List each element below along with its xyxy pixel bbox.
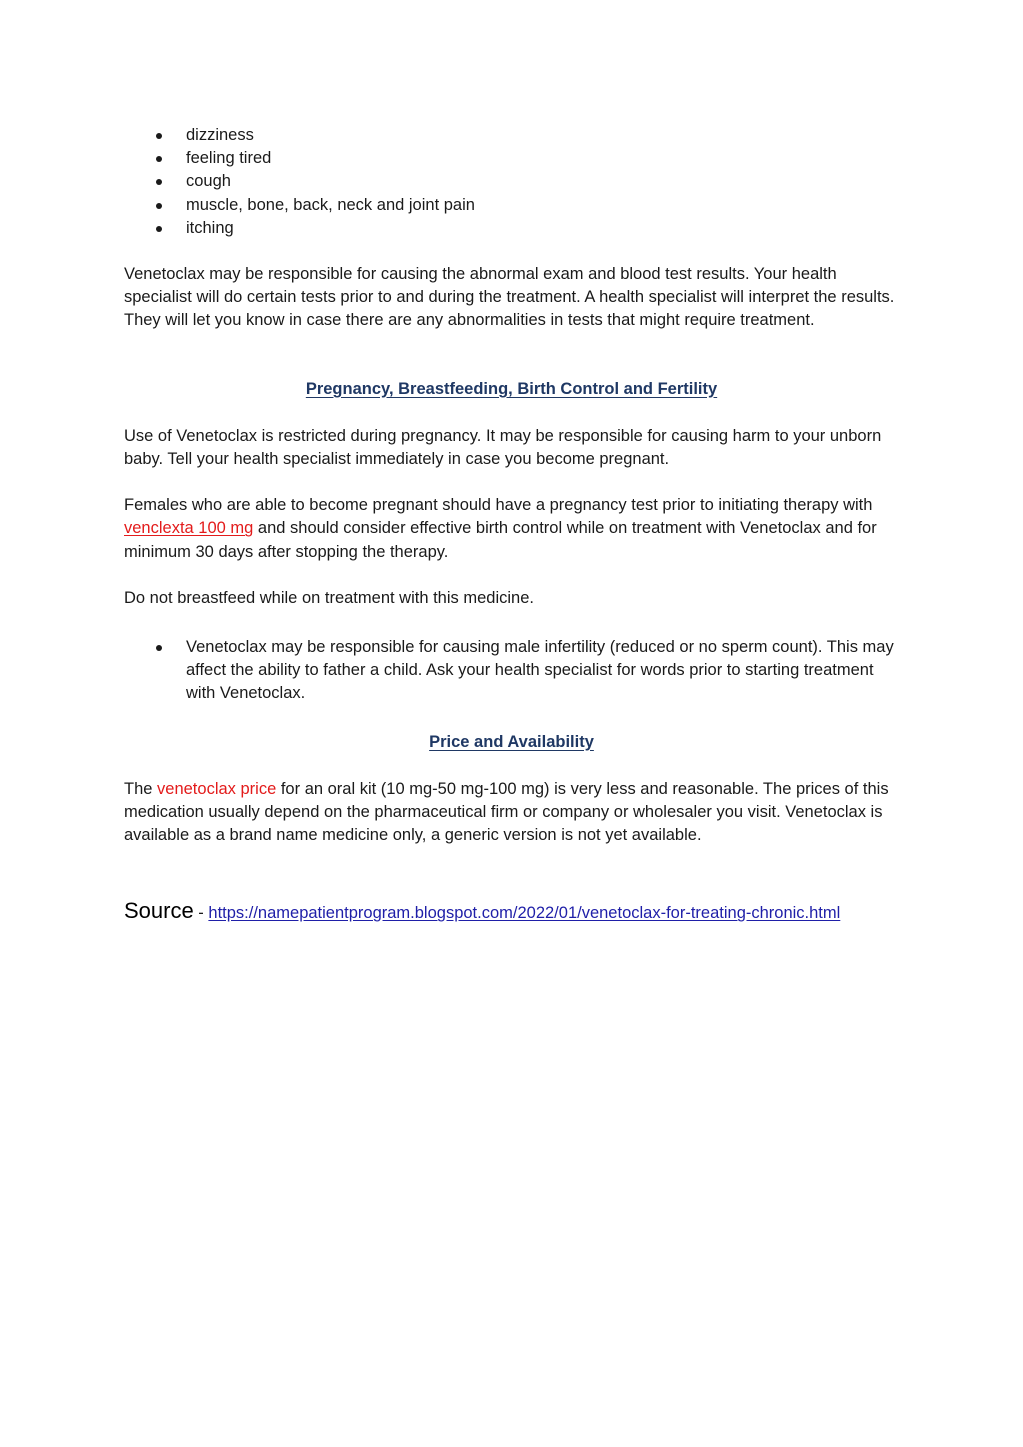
list-item (124, 170, 899, 193)
paragraph-text: for an oral kit (10 mg-50 mg-100 mg) is very less and reasonable. The prices of this medication usually depend on the pharmaceutical firm or company or wholesaler you visit. Venetoclax is available as a brand name medicine only, a generic version is not yet available. (124, 779, 889, 845)
list-item (124, 636, 899, 706)
price-paragraph (124, 778, 899, 848)
list-item (124, 217, 899, 240)
paragraph-text: and should consider effective birth control while on treatment with Venetoclax and for minimum 30 days after stopping the therapy. (124, 519, 877, 561)
paragraph-text: Females who are able to become pregnant should have a pregnancy test prior to initiating therapy with (124, 496, 873, 515)
venetoclax-price-link[interactable]: venetoclax price (157, 779, 277, 798)
venclexta-link[interactable]: venclexta 100 mg (124, 519, 254, 538)
breastfeed-paragraph: Do not breastfeed while on treatment with this medicine. (124, 588, 534, 607)
list-item-text: itching (186, 218, 234, 237)
list-item-text: muscle, bone, back, neck and joint pain (186, 195, 475, 214)
pregnancy-heading: Pregnancy, Breastfeeding, Birth Control and Fertility (305, 379, 718, 398)
bullet-icon (156, 226, 162, 232)
bullet-icon (156, 156, 162, 162)
bullet-icon (156, 645, 162, 651)
source-line (124, 899, 899, 925)
list-item (124, 147, 899, 170)
symptom-list (124, 124, 899, 240)
bullet-icon (156, 179, 162, 185)
list-item-text: Venetoclax may be responsible for causing male infertility (reduced or no sperm count). This may affect the ability to father a child. Ask your health specialist for words prior to starting treatment with Venetoclax. (186, 638, 894, 703)
intro-paragraph: Venetoclax may be responsible for causing the abnormal exam and blood test results. Your health specialist will do certain tests prior to and during the treatment. A health specialist will interpret the results. They will let you know in case there are any abnormalities in tests that might require treatment. (124, 265, 895, 330)
list-item-text: cough (186, 172, 231, 191)
list-item (124, 194, 899, 217)
fertility-list (124, 636, 899, 706)
source-label: Source (124, 898, 194, 924)
list-item (124, 124, 899, 147)
bullet-icon (156, 203, 162, 209)
bullet-icon (156, 133, 162, 139)
document-page (124, 124, 899, 926)
pregnancy-paragraph: Use of Venetoclax is restricted during pregnancy. It may be responsible for causing harm to your unborn baby. Tell your health specialist immediately in case you become pregnant. (124, 426, 882, 469)
list-item-text: dizziness (186, 126, 254, 144)
source-separator: - (193, 904, 209, 923)
source-link[interactable]: https://namepatientprogram.blogspot.com/2022/01/venetoclax-for-treating-chronic.html (208, 904, 841, 923)
paragraph-text: The (124, 779, 158, 798)
price-heading: Price and Availability (429, 732, 594, 751)
list-item-text: feeling tired (186, 149, 272, 168)
birth-control-paragraph (124, 494, 899, 564)
